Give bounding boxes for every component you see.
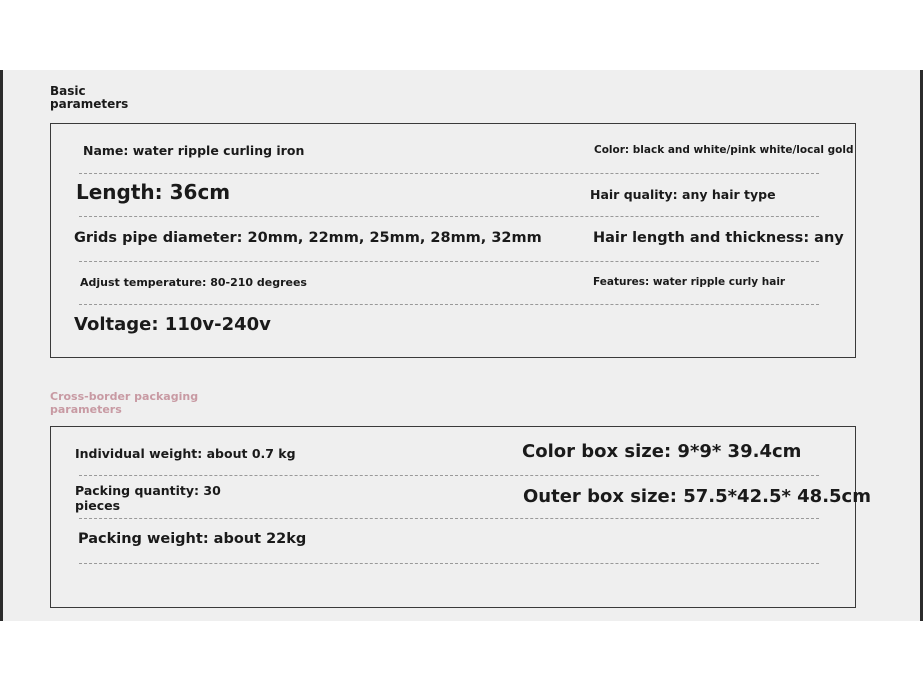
color-box-size-field: Color box size: 9*9* 39.4cm [522, 441, 802, 462]
row-divider [79, 518, 819, 519]
row-divider [79, 261, 819, 262]
row-divider [79, 304, 819, 305]
color-field: Color: black and white/pink white/local gold [594, 144, 854, 156]
packaging-parameters-title [50, 390, 198, 416]
parameter-sheet [0, 70, 923, 621]
pipe-diameter-field: Grids pipe diameter: 20mm, 22mm, 25mm, 28mm, 32mm [74, 230, 542, 246]
voltage-field: Voltage: 110v-240v [74, 314, 271, 335]
individual-weight-field: Individual weight: about 0.7 kg [75, 446, 296, 461]
basic-title-line2: parameters [50, 97, 129, 111]
row-divider [79, 563, 819, 564]
packaging-title-line2: parameters [50, 403, 122, 416]
hair-length-field: Hair length and thickness: any [593, 230, 844, 246]
packaging-parameters-box [50, 426, 871, 608]
temperature-field: Adjust temperature: 80-210 degrees [80, 276, 307, 289]
packaging-title-line1: Cross-border packaging [50, 390, 199, 403]
packing-weight-field: Packing weight: about 22kg [78, 531, 307, 547]
basic-parameters-title [50, 85, 128, 111]
packing-quantity-line1: Packing quantity: 30 [75, 483, 221, 498]
packing-quantity-line2: pieces [75, 498, 121, 513]
outer-box-size-field: Outer box size: 57.5*42.5* 48.5cm [523, 486, 871, 507]
basic-parameters-box [50, 123, 856, 358]
row-divider [79, 475, 819, 476]
basic-title-line1: Basic [50, 84, 86, 98]
row-divider [79, 173, 819, 174]
packing-quantity-field [75, 483, 221, 513]
length-field: Length: 36cm [76, 180, 231, 204]
hair-quality-field: Hair quality: any hair type [590, 187, 776, 202]
name-field: Name: water ripple curling iron [83, 143, 305, 158]
left-edge-bar [0, 70, 3, 621]
row-divider [79, 216, 819, 217]
features-field: Features: water ripple curly hair [593, 276, 786, 288]
